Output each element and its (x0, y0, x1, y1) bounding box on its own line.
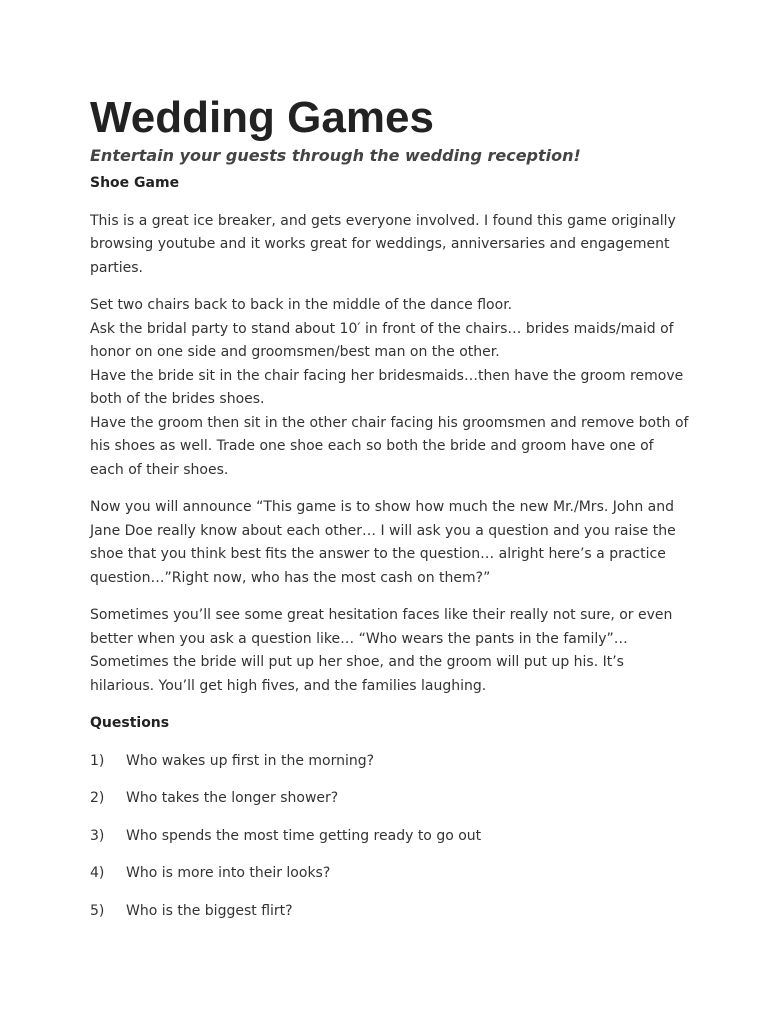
question-item (90, 900, 690, 924)
announce-paragraph: Now you will announce “This game is to show how much the new Mr./Mrs. John and Jane Doe really know about each other… I will ask you a question and you raise the shoe that you think best fits the answer to the question… alright here’s a practice question…”Right now, who has the most cash on them?” (90, 499, 676, 586)
instructions-block (90, 294, 690, 482)
question-number: 1) (90, 752, 105, 769)
question-number: 3) (90, 827, 105, 844)
document-page (90, 92, 690, 937)
question-text: Who is more into their looks? (126, 865, 331, 881)
instruction-line: Have the bride sit in the chair facing her bridesmaids…then have the groom remove both of the brides shoes. (90, 367, 684, 407)
question-item (90, 750, 690, 774)
instruction-line: Have the groom then sit in the other chair facing his groomsmen and remove both of his shoes as well. Trade one shoe each so both the bride and groom have one of each of their shoes. (90, 414, 689, 478)
document-title: Wedding Games (90, 93, 434, 142)
document-subtitle: Entertain your guests through the wedding reception! (90, 146, 581, 165)
question-number: 4) (90, 865, 105, 881)
instruction-line: Set two chairs back to back in the middle of the dance floor. (90, 297, 513, 313)
question-item (90, 825, 690, 849)
questions-heading: Questions (90, 715, 170, 731)
question-item (90, 787, 690, 811)
reactions-paragraph: Sometimes you’ll see some great hesitation faces like their really not sure, or even better when you ask a question like… “Who wears the pants in the family”… Sometimes the bride will put up her shoe, and the groom will put up his. It’s hilarious. You’ll get high fives, and the families laughing. (90, 607, 673, 694)
section-heading-shoe-game: Shoe Game (90, 175, 180, 191)
question-text: Who is the biggest flirt? (126, 902, 293, 919)
question-item (90, 862, 690, 886)
question-text: Who wakes up first in the morning? (126, 752, 375, 769)
question-text: Who takes the longer shower? (126, 790, 339, 806)
question-number: 5) (90, 902, 105, 919)
questions-list (90, 750, 690, 924)
question-number: 2) (90, 790, 105, 806)
question-text: Who spends the most time getting ready to go out (126, 827, 482, 844)
intro-paragraph: This is a great ice breaker, and gets everyone involved. I found this game originally browsing youtube and it works great for weddings, anniversaries and engagement parties. (90, 212, 676, 276)
instruction-line: Ask the bridal party to stand about 10′ in front of the chairs… brides maids/maid of honor on one side and groomsmen/best man on the other. (90, 320, 674, 360)
